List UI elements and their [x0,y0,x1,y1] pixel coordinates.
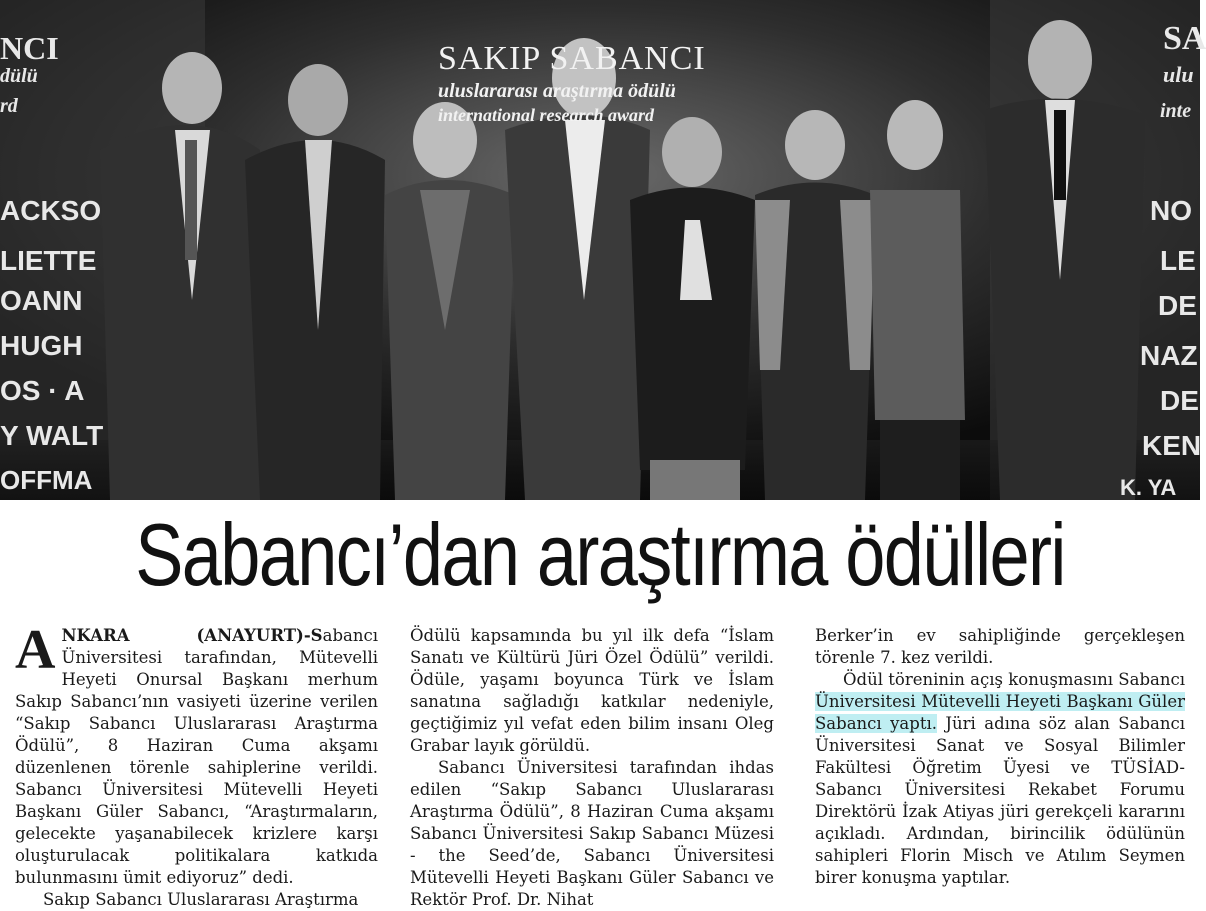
column-3-paragraph-1: Berker’in ev sahipliğinde gerçekleşen törenle 7. kez verildi. [815,626,1185,667]
column-1-paragraph-2: Sakıp Sabancı Uluslararası Araştırma [43,890,359,909]
article-column-1 [15,619,378,911]
article-column-3 [815,625,1185,889]
backdrop-right-name-4: NAZ [1140,340,1198,371]
column-2-paragraph-2: Sabancı Üniversitesi tarafından ihdas edilen “Sakıp Sabancı Uluslararası Araştırma Ödülü”, 8 Haziran Cuma akşamı Sabancı Üniversitesi Sakıp Sabancı Müzesi - the Seed’de, Sabancı Üniversitesi Mütevelli Heyeti Başkanı Güler Sabancı ve Rektör Prof. Dr. Nihat [410,758,774,909]
backdrop-brand-line1: SAKIP SABANCI [438,40,706,77]
column-3-paragraph-2-start: Ödül töreninin açış konuşmasını Sabancı [843,670,1185,689]
backdrop-left-brand-1: NCI [0,30,59,66]
backdrop-right-name-7: K. YA [1120,475,1177,500]
backdrop-left-name-7: OFFMA [0,465,93,495]
backdrop-left-name-3: OANN [0,285,83,316]
column-3-paragraph-2-end: Jüri adına söz alan Sabancı Üniversitesi Sanat ve Sosyal Bilimler Fakültesi Öğretim Üyesi ve TÜSİAD-Sabancı Üniversitesi Rekabet Forumu Direktörü İzak Atiyas jüri gerekçeli kararını açıkladı. Ardından, birincilik ödülünün sahipleri Florin Misch ve Atılım Seymen birer konuşma yaptılar. [815,714,1185,887]
backdrop-brand-line3: international research award [438,105,655,125]
column-3-paragraph-2 [815,669,1185,889]
backdrop-left-name-4: HUGH [0,330,83,361]
backdrop-left-brand-3: rd [0,95,18,117]
backdrop-right-brand-3: inte [1160,100,1192,122]
backdrop-right-name-1: NO [1150,195,1192,226]
backdrop-brand-line2: uluslararası araştırma ödülü [438,80,676,102]
backdrop-right-name-6: KEN [1142,430,1202,461]
column-1-paragraph-1-text: abancı Üniversitesi tarafından, Mütevelli Heyeti Onursal Başkanı merhum Sakıp Sabancı’nın vasiyeti üzerine verilen “Sakıp Sabancı Uluslararası Araştırma Ödülü”, 8 Haziran Cuma akşamı düzenlenen törenle sahiplerine verildi. Sabancı Üniversitesi Mütevelli Heyeti Başkanı Güler Sabancı, “Araştırmaların, gelecekte yaşanabilecek krizlere karşı oluşturulacak politikalara katkıda bulunmasını ümit ediyoruz” dedi. [15,626,378,887]
backdrop-left-name-2: LIETTE [0,245,97,276]
backdrop-brand [438,40,706,126]
dateline: NKARA (ANAYURT)-S [61,626,323,645]
backdrop-right-brand-1: SA [1163,20,1206,57]
backdrop-left-brand-2: dülü [0,65,38,87]
highlighted-text: Üniversitesi Mütevelli Heyeti Başkanı Güler Sabancı yaptı. [815,692,1185,733]
backdrop-right-name-2: LE [1160,245,1196,276]
backdrop-left-name-5: OS · A [0,375,85,406]
article-column-2 [410,625,774,911]
column-2-paragraph-1: Ödülü kapsamında bu yıl ilk defa “İslam Sanatı ve Kültürü Jüri Özel Ödülü” verildi. Ödüle, yaşamı boyunca Türk ve İslam sanatına sağladığı katkılar nedeniyle, geçtiğimiz yıl vefat eden bilim insanı Oleg Grabar layık görüldü. [410,626,774,755]
backdrop-left-name-1: ACKSO [0,195,102,226]
backdrop-left-name-6: Y WALT [0,420,104,451]
article-headline: Sabancı’dan araştırma ödülleri [135,505,1065,604]
backdrop-right-name-3: DE [1158,290,1197,321]
backdrop-right-name-5: DE [1160,385,1199,416]
column-1-paragraph-1 [15,619,378,889]
drop-cap: A [15,619,56,681]
backdrop-right-brand-2: ulu [1163,62,1194,87]
